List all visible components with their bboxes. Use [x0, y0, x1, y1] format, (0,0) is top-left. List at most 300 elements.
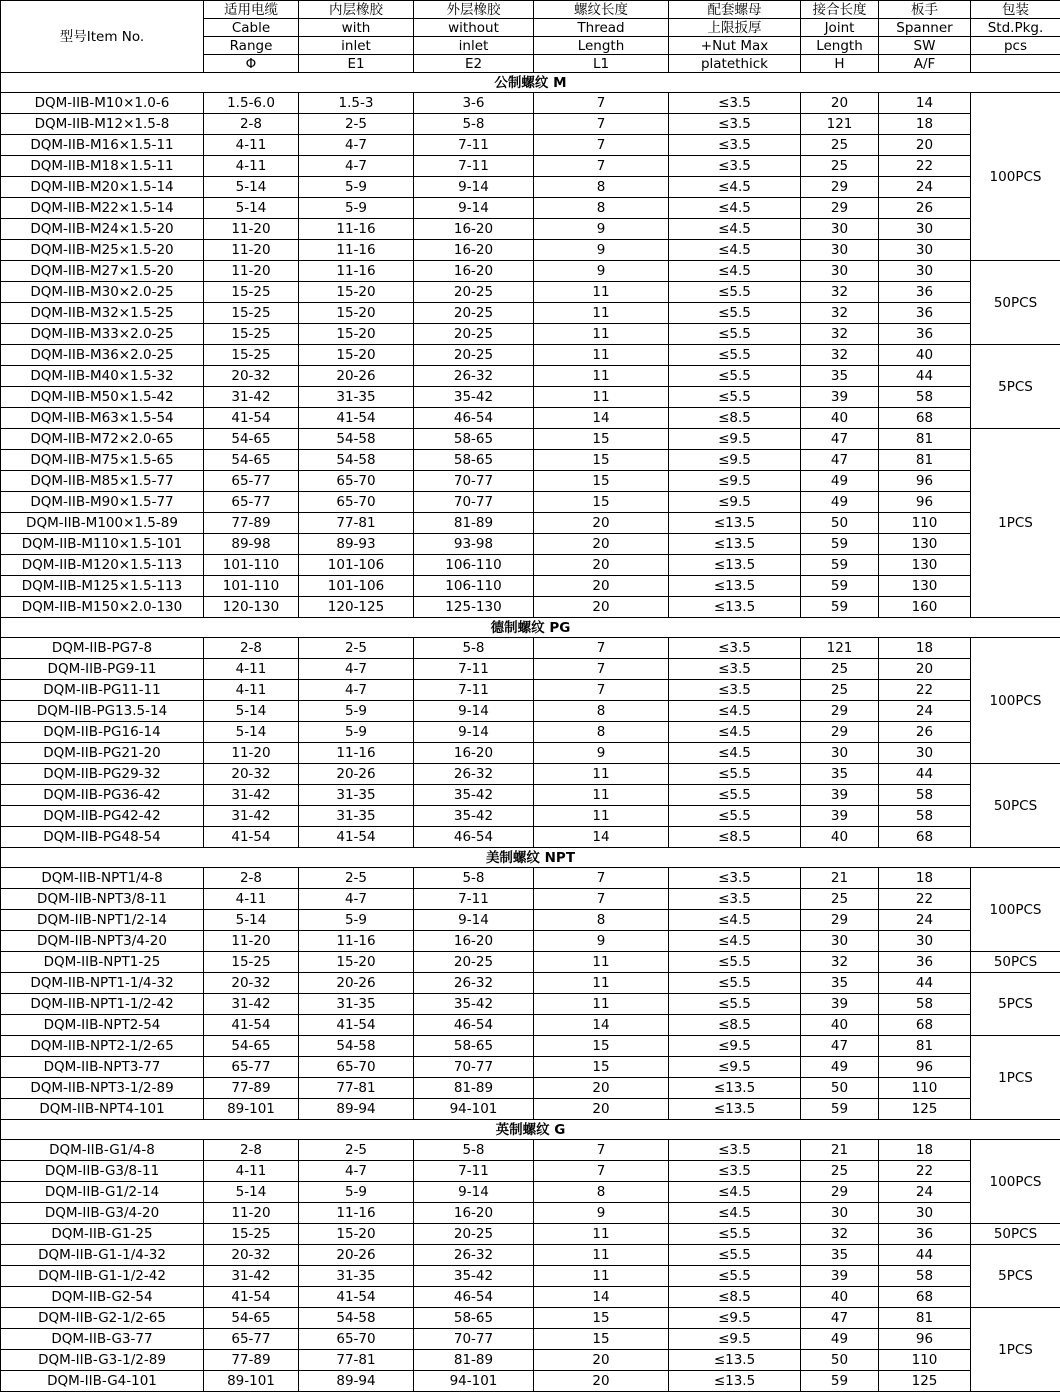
- cell-inlet-e1: 11-16: [299, 1203, 414, 1224]
- cell-item-no: DQM-IIB-M75×1.5-65: [1, 450, 204, 471]
- cell-inlet-e2: 58-65: [414, 1036, 534, 1057]
- cell-spanner-sw: 110: [879, 1350, 971, 1371]
- cell-joint-length: 49: [801, 1329, 879, 1350]
- cell-thread-length: 11: [534, 387, 669, 408]
- header-inlet-with: 内层橡胶: [299, 1, 414, 19]
- table-row: [1, 659, 1060, 680]
- cell-inlet-e2: 125-130: [414, 597, 534, 618]
- cell-spanner-sw: 24: [879, 177, 971, 198]
- cell-thread-length: 7: [534, 680, 669, 701]
- cell-inlet-e1: 4-7: [299, 156, 414, 177]
- cell-inlet-e1: 65-70: [299, 492, 414, 513]
- header-joint-length: H: [801, 55, 879, 73]
- cell-inlet-e2: 7-11: [414, 156, 534, 177]
- cell-inlet-e1: 65-70: [299, 471, 414, 492]
- cell-spanner-sw: 36: [879, 1224, 971, 1245]
- header-cable-range: Range: [204, 37, 299, 55]
- cell-inlet-e1: 4-7: [299, 889, 414, 910]
- cell-std-pkg: 5PCS: [971, 1245, 1060, 1308]
- cell-nut-platethick: ≤5.5: [669, 282, 801, 303]
- cell-item-no: DQM-IIB-NPT2-54: [1, 1015, 204, 1036]
- cell-thread-length: 7: [534, 1140, 669, 1161]
- cell-nut-platethick: ≤5.5: [669, 973, 801, 994]
- cell-spanner-sw: 22: [879, 1161, 971, 1182]
- cell-nut-platethick: ≤5.5: [669, 785, 801, 806]
- cell-spanner-sw: 160: [879, 597, 971, 618]
- cell-spanner-sw: 24: [879, 1182, 971, 1203]
- cell-inlet-e2: 58-65: [414, 450, 534, 471]
- cell-cable-range: 4-11: [204, 659, 299, 680]
- cell-inlet-e2: 70-77: [414, 1329, 534, 1350]
- cell-thread-length: 8: [534, 1182, 669, 1203]
- cell-inlet-e1: 41-54: [299, 1015, 414, 1036]
- cell-joint-length: 59: [801, 1371, 879, 1392]
- cell-inlet-e1: 11-16: [299, 743, 414, 764]
- cell-thread-length: 14: [534, 1015, 669, 1036]
- cell-inlet-e2: 106-110: [414, 576, 534, 597]
- cell-item-no: DQM-IIB-PG21-20: [1, 743, 204, 764]
- cell-joint-length: 40: [801, 1015, 879, 1036]
- cell-item-no: DQM-IIB-G2-1/2-65: [1, 1308, 204, 1329]
- header-nut-platethick: 上限扳厚: [669, 19, 801, 37]
- cell-cable-range: 65-77: [204, 471, 299, 492]
- cell-joint-length: 35: [801, 1245, 879, 1266]
- cell-nut-platethick: ≤4.5: [669, 743, 801, 764]
- cell-thread-length: 8: [534, 198, 669, 219]
- section-title: 英制螺纹 G: [1, 1120, 1060, 1140]
- cell-nut-platethick: ≤4.5: [669, 701, 801, 722]
- cell-item-no: DQM-IIB-NPT3/4-20: [1, 931, 204, 952]
- cell-spanner-sw: 36: [879, 282, 971, 303]
- cell-thread-length: 20: [534, 576, 669, 597]
- cell-inlet-e1: 77-81: [299, 1350, 414, 1371]
- cell-spanner-sw: 14: [879, 93, 971, 114]
- cell-item-no: DQM-IIB-NPT1-1/2-42: [1, 994, 204, 1015]
- cell-thread-length: 20: [534, 1099, 669, 1120]
- cell-thread-length: 9: [534, 931, 669, 952]
- cell-thread-length: 7: [534, 135, 669, 156]
- cell-spanner-sw: 58: [879, 994, 971, 1015]
- cell-spanner-sw: 22: [879, 156, 971, 177]
- cell-cable-range: 4-11: [204, 135, 299, 156]
- table-row: [1, 910, 1060, 931]
- cell-joint-length: 47: [801, 429, 879, 450]
- header-cable-range: Φ: [204, 55, 299, 73]
- cell-joint-length: 30: [801, 240, 879, 261]
- cell-inlet-e1: 5-9: [299, 1182, 414, 1203]
- cell-joint-length: 39: [801, 806, 879, 827]
- cell-thread-length: 9: [534, 743, 669, 764]
- cell-nut-platethick: ≤3.5: [669, 93, 801, 114]
- cell-item-no: DQM-IIB-M100×1.5-89: [1, 513, 204, 534]
- cell-thread-length: 8: [534, 701, 669, 722]
- cell-nut-platethick: ≤4.5: [669, 198, 801, 219]
- table-row: [1, 324, 1060, 345]
- cell-item-no: DQM-IIB-G1-1/2-42: [1, 1266, 204, 1287]
- cell-joint-length: 32: [801, 303, 879, 324]
- cell-inlet-e2: 70-77: [414, 1057, 534, 1078]
- cell-cable-range: 54-65: [204, 429, 299, 450]
- cell-thread-length: 20: [534, 1371, 669, 1392]
- cell-inlet-e1: 2-5: [299, 1140, 414, 1161]
- cell-joint-length: 25: [801, 1161, 879, 1182]
- cell-cable-range: 15-25: [204, 282, 299, 303]
- cell-inlet-e2: 20-25: [414, 282, 534, 303]
- cell-spanner-sw: 96: [879, 1057, 971, 1078]
- cell-item-no: DQM-IIB-PG29-32: [1, 764, 204, 785]
- cell-thread-length: 7: [534, 156, 669, 177]
- cell-thread-length: 11: [534, 1266, 669, 1287]
- cell-item-no: DQM-IIB-G1/4-8: [1, 1140, 204, 1161]
- cell-cable-range: 4-11: [204, 1161, 299, 1182]
- cell-inlet-e2: 35-42: [414, 387, 534, 408]
- cell-cable-range: 65-77: [204, 492, 299, 513]
- cell-cable-range: 54-65: [204, 1036, 299, 1057]
- table-row: [1, 135, 1060, 156]
- cell-cable-range: 41-54: [204, 1287, 299, 1308]
- cell-inlet-e1: 15-20: [299, 324, 414, 345]
- cell-std-pkg: 5PCS: [971, 345, 1060, 429]
- cell-thread-length: 8: [534, 910, 669, 931]
- cell-spanner-sw: 36: [879, 324, 971, 345]
- cell-cable-range: 4-11: [204, 156, 299, 177]
- table-row: [1, 1078, 1060, 1099]
- cell-item-no: DQM-IIB-M27×1.5-20: [1, 261, 204, 282]
- cell-thread-length: 7: [534, 93, 669, 114]
- cell-inlet-e2: 81-89: [414, 1350, 534, 1371]
- header-spanner: A/F: [879, 55, 971, 73]
- cell-joint-length: 35: [801, 973, 879, 994]
- table-row: [1, 638, 1060, 659]
- cell-cable-range: 101-110: [204, 576, 299, 597]
- cell-spanner-sw: 58: [879, 806, 971, 827]
- cell-nut-platethick: ≤3.5: [669, 659, 801, 680]
- cell-inlet-e1: 20-26: [299, 366, 414, 387]
- cell-spanner-sw: 36: [879, 303, 971, 324]
- cell-inlet-e2: 20-25: [414, 324, 534, 345]
- cell-item-no: DQM-IIB-NPT1/2-14: [1, 910, 204, 931]
- cell-inlet-e2: 35-42: [414, 1266, 534, 1287]
- cell-inlet-e2: 5-8: [414, 638, 534, 659]
- cell-item-no: DQM-IIB-PG13.5-14: [1, 701, 204, 722]
- cell-joint-length: 59: [801, 597, 879, 618]
- cell-inlet-e2: 16-20: [414, 219, 534, 240]
- cell-inlet-e1: 20-26: [299, 1245, 414, 1266]
- cell-cable-range: 54-65: [204, 450, 299, 471]
- cell-thread-length: 9: [534, 240, 669, 261]
- header-inlet-with: E1: [299, 55, 414, 73]
- cell-cable-range: 31-42: [204, 994, 299, 1015]
- cell-spanner-sw: 22: [879, 889, 971, 910]
- cell-item-no: DQM-IIB-PG11-11: [1, 680, 204, 701]
- cell-inlet-e1: 77-81: [299, 1078, 414, 1099]
- cell-inlet-e2: 20-25: [414, 952, 534, 973]
- cell-inlet-e1: 2-5: [299, 638, 414, 659]
- table-row: [1, 303, 1060, 324]
- cell-inlet-e1: 31-35: [299, 387, 414, 408]
- cell-inlet-e2: 16-20: [414, 1203, 534, 1224]
- table-row: [1, 219, 1060, 240]
- cell-spanner-sw: 81: [879, 429, 971, 450]
- cell-cable-range: 5-14: [204, 198, 299, 219]
- table-row: [1, 785, 1060, 806]
- cell-std-pkg: 50PCS: [971, 1224, 1060, 1245]
- header-std-pkg: pcs: [971, 37, 1060, 55]
- cell-thread-length: 15: [534, 429, 669, 450]
- cell-joint-length: 47: [801, 450, 879, 471]
- cell-joint-length: 29: [801, 198, 879, 219]
- table-row: [1, 177, 1060, 198]
- cell-cable-range: 1.5-6.0: [204, 93, 299, 114]
- cell-cable-range: 65-77: [204, 1057, 299, 1078]
- cell-joint-length: 59: [801, 555, 879, 576]
- table-row: [1, 93, 1060, 114]
- cell-inlet-e2: 81-89: [414, 513, 534, 534]
- cell-thread-length: 14: [534, 1287, 669, 1308]
- header-cable-range: Cable: [204, 19, 299, 37]
- cell-inlet-e1: 65-70: [299, 1057, 414, 1078]
- header-nut-platethick: 配套螺母: [669, 1, 801, 19]
- cell-cable-range: 89-101: [204, 1371, 299, 1392]
- cell-inlet-e2: 16-20: [414, 261, 534, 282]
- cell-cable-range: 65-77: [204, 1329, 299, 1350]
- cell-nut-platethick: ≤4.5: [669, 240, 801, 261]
- cell-cable-range: 41-54: [204, 408, 299, 429]
- cell-item-no: DQM-IIB-NPT3-77: [1, 1057, 204, 1078]
- cell-inlet-e1: 1.5-3: [299, 93, 414, 114]
- header-spanner: Spanner: [879, 19, 971, 37]
- cell-nut-platethick: ≤13.5: [669, 513, 801, 534]
- cell-joint-length: 29: [801, 1182, 879, 1203]
- header-joint-length: Joint: [801, 19, 879, 37]
- cell-inlet-e1: 41-54: [299, 827, 414, 848]
- header-std-pkg: 包装: [971, 1, 1060, 19]
- cell-item-no: DQM-IIB-M24×1.5-20: [1, 219, 204, 240]
- cell-nut-platethick: ≤4.5: [669, 722, 801, 743]
- cell-thread-length: 20: [534, 1350, 669, 1371]
- cell-spanner-sw: 26: [879, 198, 971, 219]
- cell-joint-length: 32: [801, 952, 879, 973]
- cell-nut-platethick: ≤9.5: [669, 1329, 801, 1350]
- table-row: [1, 1161, 1060, 1182]
- header-inlet-with: with: [299, 19, 414, 37]
- cell-spanner-sw: 68: [879, 1015, 971, 1036]
- cell-spanner-sw: 58: [879, 387, 971, 408]
- table-row: [1, 1140, 1060, 1161]
- cell-cable-range: 11-20: [204, 743, 299, 764]
- cell-thread-length: 15: [534, 471, 669, 492]
- cell-item-no: DQM-IIB-NPT1-25: [1, 952, 204, 973]
- cell-inlet-e1: 11-16: [299, 261, 414, 282]
- cell-joint-length: 39: [801, 785, 879, 806]
- cell-thread-length: 8: [534, 722, 669, 743]
- cell-item-no: DQM-IIB-PG36-42: [1, 785, 204, 806]
- cell-thread-length: 11: [534, 1245, 669, 1266]
- cell-inlet-e2: 26-32: [414, 973, 534, 994]
- cell-inlet-e1: 5-9: [299, 177, 414, 198]
- cell-spanner-sw: 68: [879, 408, 971, 429]
- cell-inlet-e2: 16-20: [414, 240, 534, 261]
- cell-inlet-e1: 89-94: [299, 1371, 414, 1392]
- table-row: [1, 764, 1060, 785]
- cell-cable-range: 31-42: [204, 1266, 299, 1287]
- cell-joint-length: 25: [801, 680, 879, 701]
- cell-nut-platethick: ≤5.5: [669, 1224, 801, 1245]
- cell-cable-range: 77-89: [204, 513, 299, 534]
- header-std-pkg: [971, 55, 1060, 73]
- cell-spanner-sw: 40: [879, 345, 971, 366]
- cell-nut-platethick: ≤5.5: [669, 1266, 801, 1287]
- cell-item-no: DQM-IIB-G1/2-14: [1, 1182, 204, 1203]
- cell-thread-length: 8: [534, 177, 669, 198]
- table-row: [1, 597, 1060, 618]
- section-title-row: [1, 618, 1060, 638]
- cell-cable-range: 20-32: [204, 366, 299, 387]
- header-thread-length: L1: [534, 55, 669, 73]
- table-row: [1, 680, 1060, 701]
- cell-item-no: DQM-IIB-NPT4-101: [1, 1099, 204, 1120]
- cell-item-no: DQM-IIB-M125×1.5-113: [1, 576, 204, 597]
- cell-joint-length: 39: [801, 1266, 879, 1287]
- cell-nut-platethick: ≤8.5: [669, 1287, 801, 1308]
- cell-nut-platethick: ≤3.5: [669, 889, 801, 910]
- cell-cable-range: 2-8: [204, 638, 299, 659]
- section-title: 德制螺纹 PG: [1, 618, 1060, 638]
- cell-item-no: DQM-IIB-NPT3-1/2-89: [1, 1078, 204, 1099]
- section-title-row: [1, 73, 1060, 93]
- cell-spanner-sw: 81: [879, 1036, 971, 1057]
- header-spanner: SW: [879, 37, 971, 55]
- cell-cable-range: 77-89: [204, 1078, 299, 1099]
- cell-joint-length: 49: [801, 492, 879, 513]
- cell-nut-platethick: ≤3.5: [669, 156, 801, 177]
- cell-joint-length: 49: [801, 471, 879, 492]
- cell-thread-length: 20: [534, 597, 669, 618]
- cell-thread-length: 7: [534, 868, 669, 889]
- cell-inlet-e2: 26-32: [414, 366, 534, 387]
- cell-thread-length: 20: [534, 513, 669, 534]
- cell-inlet-e1: 2-5: [299, 114, 414, 135]
- cell-std-pkg: 100PCS: [971, 93, 1060, 261]
- cell-thread-length: 20: [534, 555, 669, 576]
- cell-inlet-e1: 5-9: [299, 722, 414, 743]
- cell-inlet-e2: 7-11: [414, 1161, 534, 1182]
- cell-nut-platethick: ≤13.5: [669, 1350, 801, 1371]
- cell-std-pkg: 100PCS: [971, 638, 1060, 764]
- cell-item-no: DQM-IIB-G2-54: [1, 1287, 204, 1308]
- cell-nut-platethick: ≤3.5: [669, 680, 801, 701]
- cell-item-no: DQM-IIB-M33×2.0-25: [1, 324, 204, 345]
- cell-joint-length: 29: [801, 701, 879, 722]
- cell-nut-platethick: ≤5.5: [669, 952, 801, 973]
- cell-inlet-e2: 5-8: [414, 1140, 534, 1161]
- table-row: [1, 261, 1060, 282]
- cell-spanner-sw: 30: [879, 219, 971, 240]
- cell-inlet-e2: 9-14: [414, 1182, 534, 1203]
- cell-spanner-sw: 96: [879, 1329, 971, 1350]
- cell-nut-platethick: ≤9.5: [669, 471, 801, 492]
- cell-thread-length: 11: [534, 806, 669, 827]
- section-title-row: [1, 848, 1060, 868]
- cell-item-no: DQM-IIB-G3-77: [1, 1329, 204, 1350]
- cell-inlet-e1: 89-93: [299, 534, 414, 555]
- cell-inlet-e2: 16-20: [414, 743, 534, 764]
- cell-thread-length: 15: [534, 1036, 669, 1057]
- cell-cable-range: 15-25: [204, 324, 299, 345]
- cell-inlet-e2: 7-11: [414, 680, 534, 701]
- cell-inlet-e2: 20-25: [414, 303, 534, 324]
- cell-spanner-sw: 30: [879, 261, 971, 282]
- cell-inlet-e1: 54-58: [299, 1036, 414, 1057]
- cell-cable-range: 4-11: [204, 889, 299, 910]
- cell-item-no: DQM-IIB-M50×1.5-42: [1, 387, 204, 408]
- cell-inlet-e1: 65-70: [299, 1329, 414, 1350]
- cell-item-no: DQM-IIB-M36×2.0-25: [1, 345, 204, 366]
- cell-nut-platethick: ≤4.5: [669, 261, 801, 282]
- cell-item-no: DQM-IIB-NPT1/4-8: [1, 868, 204, 889]
- cell-cable-range: 20-32: [204, 973, 299, 994]
- header-inlet-without: 外层橡胶: [414, 1, 534, 19]
- cell-thread-length: 15: [534, 450, 669, 471]
- cell-cable-range: 2-8: [204, 114, 299, 135]
- cell-nut-platethick: ≤3.5: [669, 868, 801, 889]
- cell-nut-platethick: ≤4.5: [669, 219, 801, 240]
- cell-cable-range: 20-32: [204, 764, 299, 785]
- table-row: [1, 555, 1060, 576]
- cell-inlet-e2: 46-54: [414, 827, 534, 848]
- cell-cable-range: 15-25: [204, 952, 299, 973]
- table-row: [1, 387, 1060, 408]
- cell-inlet-e1: 4-7: [299, 659, 414, 680]
- cell-thread-length: 14: [534, 827, 669, 848]
- cell-item-no: DQM-IIB-M25×1.5-20: [1, 240, 204, 261]
- cell-joint-length: 50: [801, 1350, 879, 1371]
- cell-spanner-sw: 96: [879, 471, 971, 492]
- table-row: [1, 1287, 1060, 1308]
- table-row: [1, 240, 1060, 261]
- cell-spanner-sw: 130: [879, 534, 971, 555]
- table-row: [1, 471, 1060, 492]
- cell-inlet-e2: 46-54: [414, 1287, 534, 1308]
- cell-joint-length: 21: [801, 1140, 879, 1161]
- cell-thread-length: 7: [534, 114, 669, 135]
- table-row: [1, 576, 1060, 597]
- cell-inlet-e1: 11-16: [299, 931, 414, 952]
- cell-spanner-sw: 30: [879, 931, 971, 952]
- table-row: [1, 1329, 1060, 1350]
- header-cable-range: 适用电缆: [204, 1, 299, 19]
- header-joint-length: Length: [801, 37, 879, 55]
- cell-thread-length: 15: [534, 1057, 669, 1078]
- cell-joint-length: 40: [801, 1287, 879, 1308]
- cell-inlet-e1: 54-58: [299, 1308, 414, 1329]
- cell-item-no: DQM-IIB-M32×1.5-25: [1, 303, 204, 324]
- cell-nut-platethick: ≤13.5: [669, 1371, 801, 1392]
- table-row: [1, 1371, 1060, 1392]
- cell-joint-length: 47: [801, 1036, 879, 1057]
- cell-joint-length: 39: [801, 994, 879, 1015]
- cell-thread-length: 11: [534, 785, 669, 806]
- cell-inlet-e1: 101-106: [299, 555, 414, 576]
- cell-spanner-sw: 30: [879, 1203, 971, 1224]
- header-nut-platethick: platethick: [669, 55, 801, 73]
- cell-inlet-e1: 54-58: [299, 429, 414, 450]
- cell-thread-length: 14: [534, 408, 669, 429]
- cell-nut-platethick: ≤8.5: [669, 408, 801, 429]
- table-row: [1, 1036, 1060, 1057]
- cell-inlet-e1: 31-35: [299, 1266, 414, 1287]
- cell-cable-range: 89-101: [204, 1099, 299, 1120]
